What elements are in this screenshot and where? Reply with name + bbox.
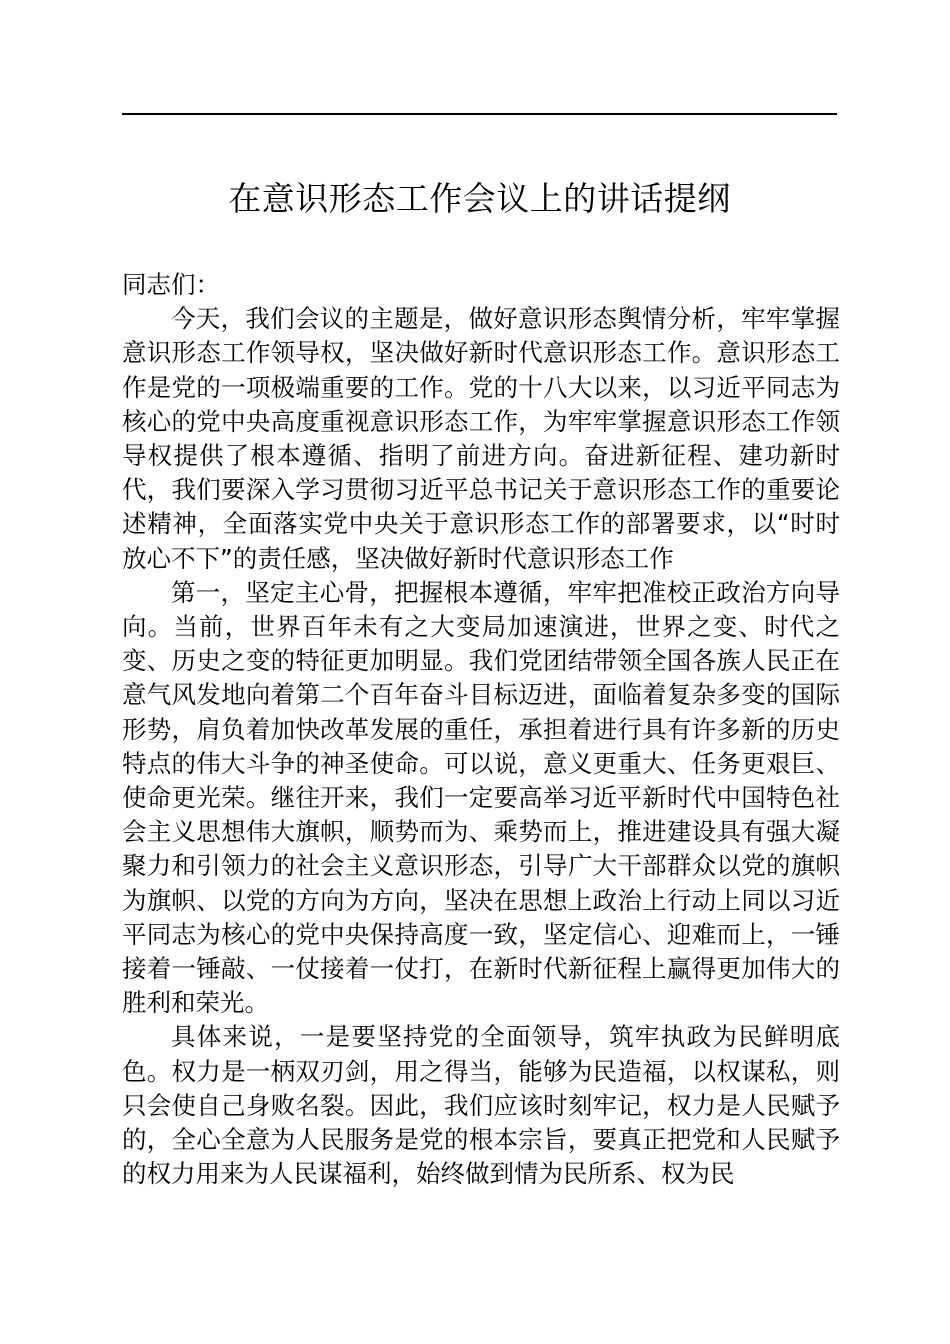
document-title: 在意识形态工作会议上的讲话提纲: [228, 179, 731, 218]
paragraph-intro: 今天，我们会议的主题是，做好意识形态舆情分析，牢牢掌握意识形态工作领导权，坚决做好新时代意识形态工作。意识形态工作是党的一项极端重要的工作。党的十八大以来，以习近平同志为核心的党中央高度重视意识形态工作，为牢牢掌握意识形态工作领导权提供了根本遵循、指明了前进方向。奋进新征程、建功新时代，我们要深入学习贯彻习近平总书记关于意识形态工作的重要论述精神，全面落实党中央关于意识形态工作的部署要求，以“时时放心不下”的责任感，坚决做好新时代意识形态工作: [122, 304, 840, 573]
header-rule: [122, 113, 837, 115]
document-body: [122, 268, 840, 1191]
paragraph-specifics: 具体来说，一是要坚持党的全面领导，筑牢执政为民鲜明底色。权力是一柄双刃剑，用之得当，能够为民造福，以权谋私，则只会使自己身败名裂。因此，我们应该时刻牢记，权力是人民赋予的，全心全意为人民服务是党的根本宗旨，要真正把党和人民赋予的权力用来为人民谋福利，始终做到情为民所系、权为民: [122, 1022, 840, 1189]
paragraph-first-point: 第一，坚定主心骨，把握根本遵循，牢牢把准校正政治方向导向。当前，世界百年未有之大变局加速演进，世界之变、时代之变、历史之变的特征更加明显。我们党团结带领全国各族人民正在意气风发地向着第二个百年奋斗目标迈进，面临着复杂多变的国际形势，肩负着加快改革发展的重任，承担着进行具有许多新的历史特点的伟大斗争的神圣使命。可以说，意义更重大、任务更艰巨、使命更光荣。继往开来，我们一定要高举习近平新时代中国特色社会主义思想伟大旗帜，顺势而为、乘势而上，推进建设具有强大凝聚力和引领力的社会主义意识形态，引导广大干部群众以党的旗帜为旗帜、以党的方向为方向，坚决在思想上政治上行动上同以习近平同志为核心的党中央保持高度一致，坚定信心、迎难而上，一锤接着一锤敲、一仗接着一仗打，在新时代新征程上赢得更加伟大的胜利和荣光。: [122, 577, 840, 1018]
salutation: 同志们：: [122, 270, 220, 299]
